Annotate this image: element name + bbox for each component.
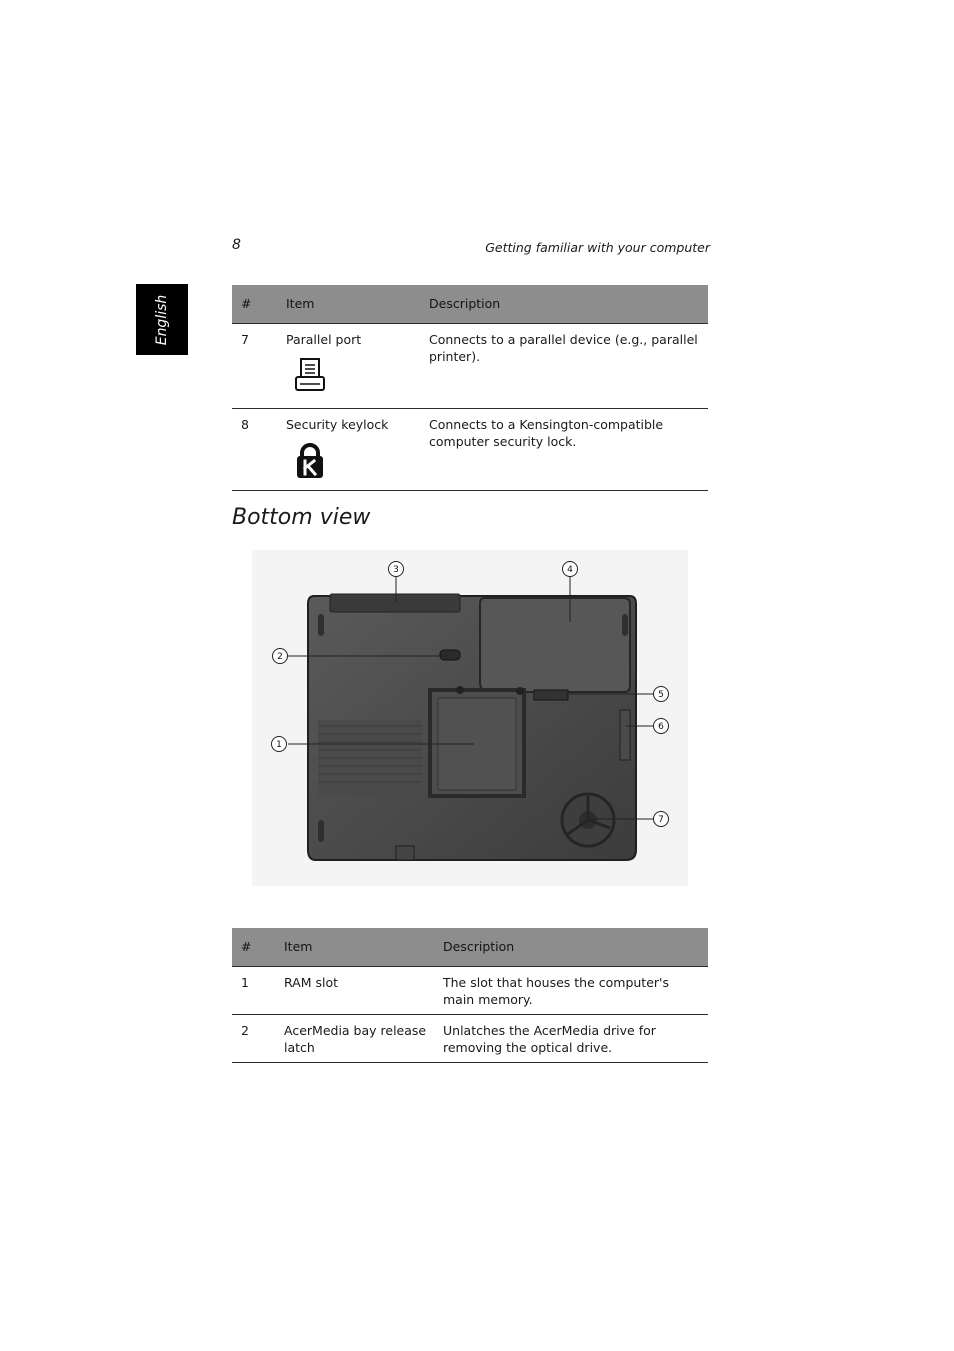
row-item xyxy=(277,324,420,409)
table-header-row xyxy=(232,928,708,967)
row-number: 1 xyxy=(232,967,275,1015)
callout-2 xyxy=(273,649,288,664)
hard-disk-panel xyxy=(620,710,630,760)
row-description: Connects to a Kensington-compatible computer security lock. xyxy=(420,409,708,491)
table-row xyxy=(232,967,708,1015)
callout-1-label: 1 xyxy=(276,740,282,750)
ports-table xyxy=(232,285,708,491)
callout-6 xyxy=(654,719,669,734)
section-title: Bottom view xyxy=(232,505,371,530)
table-row xyxy=(232,1015,708,1063)
callout-6-label: 6 xyxy=(658,722,664,732)
column-header-number: # xyxy=(232,285,277,324)
battery-compartment xyxy=(480,598,630,692)
row-item-label: Security keylock xyxy=(286,417,389,432)
row-number: 7 xyxy=(232,324,277,409)
kensington-lock-icon xyxy=(294,442,326,480)
row-number: 2 xyxy=(232,1015,275,1063)
row-number: 8 xyxy=(232,409,277,491)
callout-4-label: 4 xyxy=(567,565,573,575)
table-row xyxy=(232,324,708,409)
table-header-row xyxy=(232,285,708,324)
table-row xyxy=(232,409,708,491)
column-header-description: Description xyxy=(434,928,708,967)
column-header-description: Description xyxy=(420,285,708,324)
callout-7 xyxy=(654,812,669,827)
printer-icon xyxy=(294,357,326,393)
running-header: Getting familiar with your computer xyxy=(485,240,710,255)
row-description: The slot that houses the computer's main memory. xyxy=(434,967,708,1015)
bottom-view-table xyxy=(232,928,708,1063)
optical-bay-panel xyxy=(330,594,460,612)
callout-5 xyxy=(654,687,669,702)
row-description: Connects to a parallel device (e.g., parallel printer). xyxy=(420,324,708,409)
callout-5-label: 5 xyxy=(658,690,664,700)
row-item xyxy=(277,409,420,491)
row-item: AcerMedia bay release latch xyxy=(275,1015,434,1063)
language-tab-label: English xyxy=(154,294,170,345)
row-description: Unlatches the AcerMedia drive for removing the optical drive. xyxy=(434,1015,708,1063)
battery-latch xyxy=(534,690,568,700)
callout-3-label: 3 xyxy=(393,565,399,575)
row-item: RAM slot xyxy=(275,967,434,1015)
callout-2-label: 2 xyxy=(277,652,283,662)
callout-4 xyxy=(563,562,578,577)
laptop-bottom-view-figure xyxy=(252,550,688,886)
language-tab xyxy=(136,284,188,355)
page-number: 8 xyxy=(232,237,241,253)
row-item-label: Parallel port xyxy=(286,332,362,347)
callout-3 xyxy=(389,562,404,577)
column-header-item: Item xyxy=(275,928,434,967)
column-header-item: Item xyxy=(277,285,420,324)
callout-7-label: 7 xyxy=(658,815,664,825)
callout-1 xyxy=(272,737,287,752)
column-header-number: # xyxy=(232,928,275,967)
release-latch xyxy=(440,650,460,660)
